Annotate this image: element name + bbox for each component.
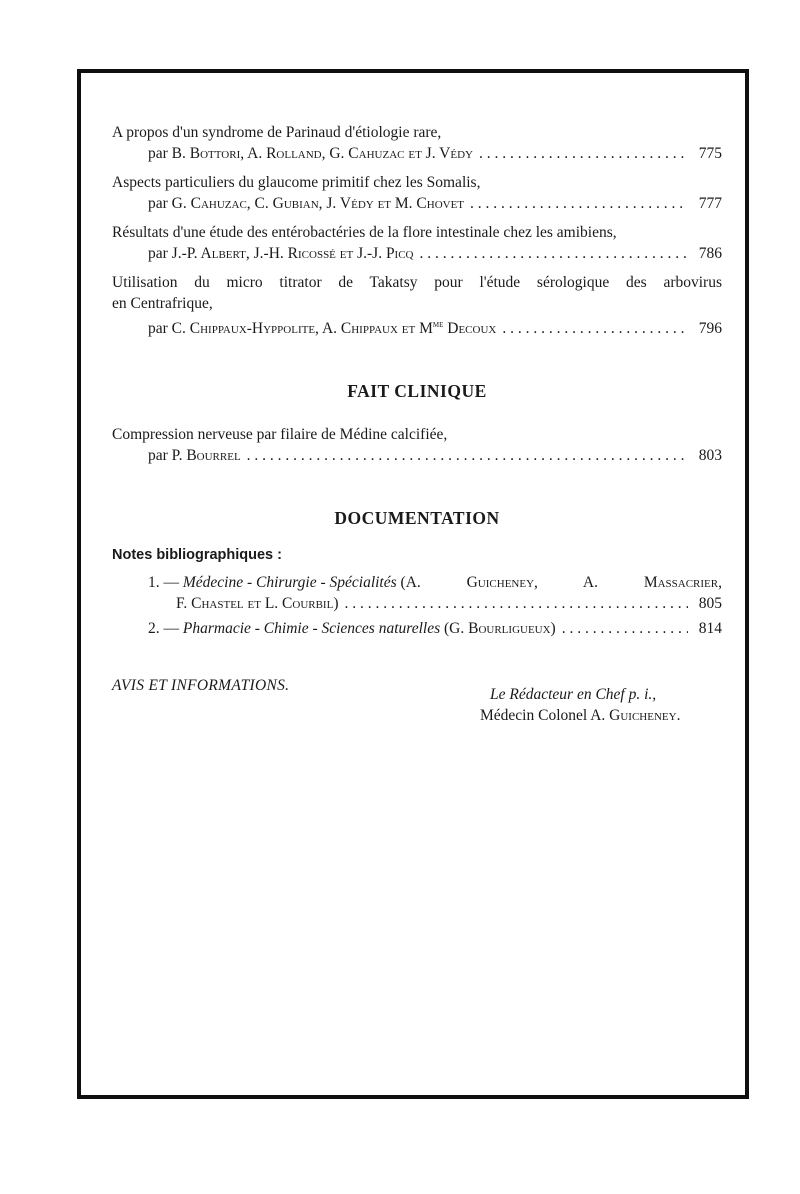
entry-title: Aspects particuliers du glaucome primitif chez les Somalis, <box>112 174 481 191</box>
note-page-number: 814 <box>698 620 722 638</box>
entry-page-number: 796 <box>698 320 722 338</box>
leader-dots <box>470 193 688 214</box>
entry-page-number: 775 <box>698 145 722 162</box>
toc-entry <box>112 424 722 466</box>
authors-part: C. Chippaux-Hyppolite, A. Chippaux et M <box>171 320 433 338</box>
signature-block <box>480 684 740 726</box>
note-line <box>112 572 722 593</box>
entry-title: Utilisation du micro titrator de Takatsy pour l'étude sérologique des arbovirus <box>112 274 722 291</box>
entry-authors: G. Cahuzac, C. Gubian, J. Védy et M. Chovet <box>171 195 465 212</box>
authors-part-end: Decoux <box>443 320 497 338</box>
note-authors: (A. Guicheney, A. Massacrier, <box>400 574 722 592</box>
leader-dots <box>562 618 688 639</box>
note-line <box>112 593 722 614</box>
entry-page-number: 803 <box>698 447 722 465</box>
entry-page-number: 777 <box>698 195 722 212</box>
signature-prefix: Médecin Colonel A. <box>480 707 606 724</box>
entry-title-continued: en Centrafrique, <box>112 295 213 312</box>
entry-authors <box>172 314 497 339</box>
note-number: 2. — <box>148 620 179 638</box>
leader-dots <box>479 143 688 164</box>
authors-prefix: par <box>148 320 168 338</box>
signature-name: Guicheney. <box>609 707 681 724</box>
authors-prefix: par <box>148 245 168 262</box>
section-heading-documentation: DOCUMENTATION <box>334 508 500 529</box>
signature-title: Le Rédacteur en Chef p. i., <box>490 686 657 703</box>
toc-entry <box>112 122 722 164</box>
avis-informations: AVIS ET INFORMATIONS. <box>112 677 290 695</box>
leader-dots <box>502 318 688 339</box>
entry-authors: P. Bourrel <box>171 447 241 465</box>
entry-title: Résultats d'une étude des entérobactéries de la flore intestinale chez les amibiens, <box>112 224 617 241</box>
note-page-number: 805 <box>698 595 722 613</box>
entry-author-line <box>112 314 722 339</box>
toc-entry <box>112 272 722 339</box>
leader-dots <box>420 243 688 264</box>
note-entry <box>112 572 722 614</box>
toc-entry <box>112 222 722 264</box>
note-topic: Médecine - Chirurgie - Spécialités <box>182 574 397 592</box>
authors-prefix: par <box>148 195 168 212</box>
notes-heading: Notes bibliographiques : <box>112 547 282 564</box>
entry-authors: B. Bottori, A. Rolland, G. Cahuzac et J. Védy <box>171 145 473 162</box>
table-of-contents <box>112 122 722 696</box>
authors-prefix: par <box>148 145 168 162</box>
note-authors: (G. Bourligueux) <box>444 620 556 638</box>
note-line <box>112 618 722 639</box>
note-entry <box>112 618 722 639</box>
toc-entry <box>112 172 722 214</box>
note-number: 1. — <box>148 574 179 592</box>
signature-name-line <box>480 705 740 726</box>
entry-author-line <box>112 143 722 164</box>
section-heading-fait-clinique: FAIT CLINIQUE <box>347 381 487 402</box>
note-topic: Pharmacie - Chimie - Sciences naturelles <box>182 620 441 638</box>
leader-dots <box>344 593 688 614</box>
leader-dots <box>247 445 688 466</box>
entry-page-number: 786 <box>698 245 722 262</box>
entry-authors: J.-P. Albert, J.-H. Ricossé et J.-J. Picq <box>171 245 414 262</box>
entry-title: A propos d'un syndrome de Parinaud d'étiologie rare, <box>112 124 442 141</box>
entry-author-line <box>112 193 722 214</box>
authors-superscript: me <box>432 319 444 330</box>
authors-prefix: par <box>148 447 168 465</box>
note-authors: F. Chastel et L. Courbil) <box>176 595 339 613</box>
entry-author-line <box>112 445 722 466</box>
entry-title: Compression nerveuse par filaire de Médine calcifiée, <box>112 426 448 444</box>
entry-author-line <box>112 243 722 264</box>
